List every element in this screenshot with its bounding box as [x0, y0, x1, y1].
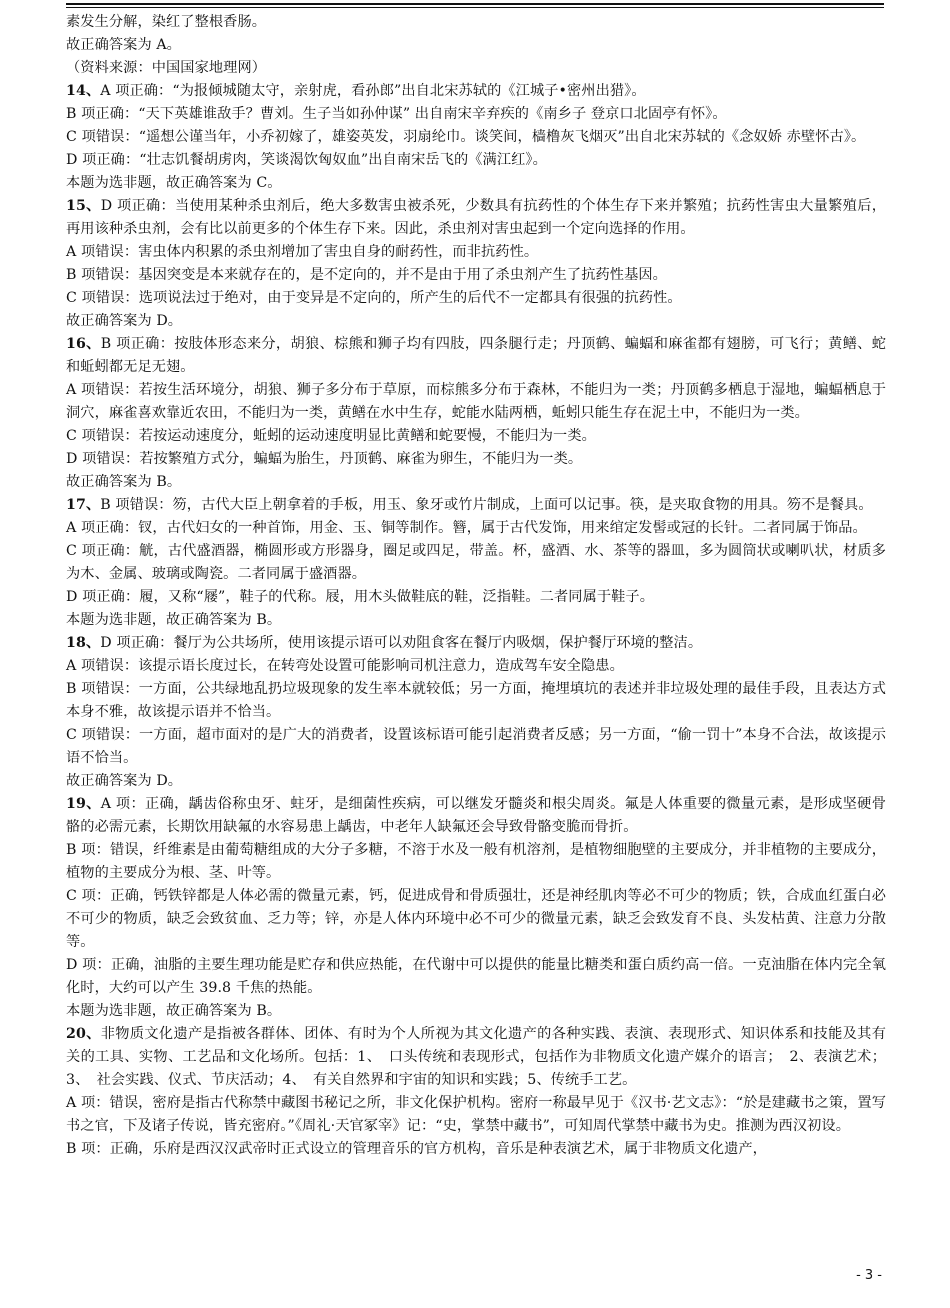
q18-option-c: C 项错误：一方面，超市面对的是广大的消费者，设置该标语可能引起消费者反感；另一方面，“偷一罚十”本身不合法，故该提示语不恰当。 [66, 727, 886, 766]
q19-number: 19、 [66, 796, 101, 812]
q20-option-a: A 项：错误，密府是指古代称禁中藏图书秘记之所，非文化保护机构。密府一称最早见于《汉书·艺文志》：“於是建藏书之策，置写书之官，下及诸子传说，皆充密府。”《周礼·天官冢宰》记：“史，掌禁中藏书”，可知周代掌禁中藏书为史。推测为西汉初设。 [66, 1095, 886, 1134]
q16-answer: 故正确答案为 B。 [66, 474, 182, 490]
q14-answer: 本题为选非题，故正确答案为 C。 [66, 175, 282, 191]
text-line: 故正确答案为 A。 [66, 37, 181, 53]
text-line: 素发生分解，染红了整根香肠。 [66, 14, 267, 30]
q19-option-b: B 项：错误，纤维素是由葡萄糖组成的大分子多糖，不溶于水及一般有机溶剂，是植物细胞壁的主要成分，并非植物的主要成分，植物的主要成分为根、茎、叶等。 [66, 842, 886, 881]
q15-option-a: A 项错误：害虫体内积累的杀虫剂增加了害虫自身的耐药性，而非抗药性。 [66, 244, 539, 260]
q14-option-a: 14、A 项正确：“为报倾城随太守，亲射虎，看孙郎”出自北宋苏轼的《江城子•密州出猎》。 [66, 83, 646, 99]
q19-option-d: D 项：正确，油脂的主要生理功能是贮存和供应热能，在代谢中可以提供的能量比糖类和蛋白质约高一倍。一克油脂在体内完全氧化时，大约可以产生 39.8 千焦的热能。 [66, 957, 886, 996]
q18-main: 18、D 项正确：餐厅为公共场所，使用该提示语可以劝阻食客在餐厅内吸烟，保护餐厅环境的整洁。 [66, 635, 703, 651]
q17-option-c: C 项正确：觥，古代盛酒器，椭圆形或方形器身，圈足或四足，带盖。杯，盛酒、水、茶等的器皿，多为圆筒状或喇叭状，材质多为木、金属、玻璃或陶瓷。二者同属于盛酒器。 [66, 543, 886, 582]
q16-option-d: D 项错误：若按繁殖方式分，蝙蝠为胎生，丹顶鹤、麻雀为卵生，不能归为一类。 [66, 451, 583, 467]
q20-main: 20、非物质文化遗产是指被各群体、团体、有时为个人所视为其文化遗产的各种实践、表演、表现形式、知识体系和技能及其有关的工具、实物、工艺品和文化场所。包括：1、 口头传统和表现形式，包括作为非物质文化遗产媒介的语言； 2、表演艺术；3、 社会实践、仪式、节庆活动；4、 有关自然界和宇宙的知识和实践；5、传统手工艺。 [66, 1026, 886, 1088]
q15-main: 15、D 项正确：当使用某种杀虫剂后，绝大多数害虫被杀死，少数具有抗药性的个体生存下来并繁殖；抗药性害虫大量繁殖后，再用该种杀虫剂，会有比以前更多的个体生存下来。因此，杀虫剂对害虫起到一个定向选择的作用。 [66, 198, 886, 237]
q14-option-b: B 项正确：“天下英雄谁敌手？曹刘。生子当如孙仲谋” 出自南宋辛弃疾的《南乡子 登京口北固亭有怀》。 [66, 106, 727, 122]
q18-option-b: B 项错误：一方面，公共绿地乱扔垃圾现象的发生率本就较低；另一方面，掩埋填坑的表述并非垃圾处理的最佳手段，且表达方式本身不雅，故该提示语并不恰当。 [66, 681, 886, 720]
q20-option-b: B 项：正确，乐府是西汉汉武帝时正式设立的管理音乐的官方机构，音乐是种表演艺术，属于非物质文化遗产， [66, 1141, 767, 1157]
q19-option-c: C 项：正确，钙铁锌都是人体必需的微量元素，钙，促进成骨和骨质强壮，还是神经肌肉等必不可少的物质；铁，合成血红蛋白必不可少的物质，缺乏会致贫血、乏力等；锌，亦是人体内环境中必不可少的微量元素，缺乏会致发育不良、头发枯黄、注意力分散等。 [66, 888, 886, 950]
q14-option-d: D 项正确：“壮志饥餐胡虏肉，笑谈渴饮匈奴血”出自南宋岳飞的《满江红》。 [66, 152, 547, 168]
q15-number: 15、 [66, 198, 101, 214]
q17-option-a: A 项正确：钗，古代妇女的一种首饰，用金、玉、铜等制作。簪，属于古代发饰，用来绾定发髻或冠的长针。二者同属于饰品。 [66, 520, 867, 536]
q19-main: 19、A 项：正确，龋齿俗称虫牙、蛀牙，是细菌性疾病，可以继发牙髓炎和根尖周炎。氟是人体重要的微量元素，是形成坚硬骨骼的必需元素，长期饮用缺氟的水容易患上龋齿，中老年人缺氟还会导致骨骼变脆而骨折。 [66, 796, 887, 835]
answer-explanations [66, 11, 886, 1161]
q16-option-a: A 项错误：若按生活环境分，胡狼、狮子多分布于草原，而棕熊多分布于森林，不能归为一类；丹顶鹤多栖息于湿地，蝙蝠栖息于洞穴，麻雀喜欢靠近农田，不能归为一类，黄鳝在水中生存，蛇能水陆两栖，蚯蚓只能生存在泥土中，不能归为一类。 [66, 382, 886, 421]
q14-number: 14、 [66, 83, 101, 99]
q17-number: 17、 [66, 497, 101, 513]
q17-option-d: D 项正确：履，又称“屦”，鞋子的代称。屐，用木头做鞋底的鞋，泛指鞋。二者同属于鞋子。 [66, 589, 655, 605]
q16-main: 16、B 项正确：按肢体形态来分，胡狼、棕熊和狮子均有四肢，四条腿行走；丹顶鹤、蝙蝠和麻雀都有翅膀，可飞行；黄鳝、蛇和蚯蚓都无足无翅。 [66, 336, 886, 375]
q17-main: 17、B 项错误：笏，古代大臣上朝拿着的手板，用玉、象牙或竹片制成，上面可以记事。筷，是夹取食物的用具。笏不是餐具。 [66, 497, 873, 513]
q16-option-c: C 项错误：若按运动速度分，蚯蚓的运动速度明显比黄鳝和蛇要慢，不能归为一类。 [66, 428, 596, 444]
header-rule-thin [66, 7, 884, 8]
q19-answer: 本题为选非题，故正确答案为 B。 [66, 1003, 282, 1019]
header-rule-thick [66, 3, 884, 5]
q18-answer: 故正确答案为 D。 [66, 773, 183, 789]
page-number: - 3 - [856, 1268, 882, 1283]
q15-option-b: B 项错误：基因突变是本来就存在的，是不定向的，并不是由于用了杀虫剂产生了抗药性基因。 [66, 267, 667, 283]
q17-answer: 本题为选非题，故正确答案为 B。 [66, 612, 282, 628]
q18-number: 18、 [66, 635, 101, 651]
q18-option-a: A 项错误：该提示语长度过长，在转弯处设置可能影响司机注意力，造成驾车安全隐患。 [66, 658, 624, 674]
source-note: （资料来源：中国国家地理网） [66, 60, 267, 76]
q16-number: 16、 [66, 336, 101, 352]
q15-answer: 故正确答案为 D。 [66, 313, 183, 329]
q14-option-c: C 项错误：“遥想公谨当年，小乔初嫁了，雄姿英发，羽扇纶巾。谈笑间，樯橹灰飞烟灭”出自北宋苏轼的《念奴娇 赤壁怀古》。 [66, 129, 866, 145]
q15-option-c: C 项错误：选项说法过于绝对，由于变异是不定向的，所产生的后代不一定都具有很强的抗药性。 [66, 290, 682, 306]
q20-number: 20、 [66, 1026, 101, 1042]
